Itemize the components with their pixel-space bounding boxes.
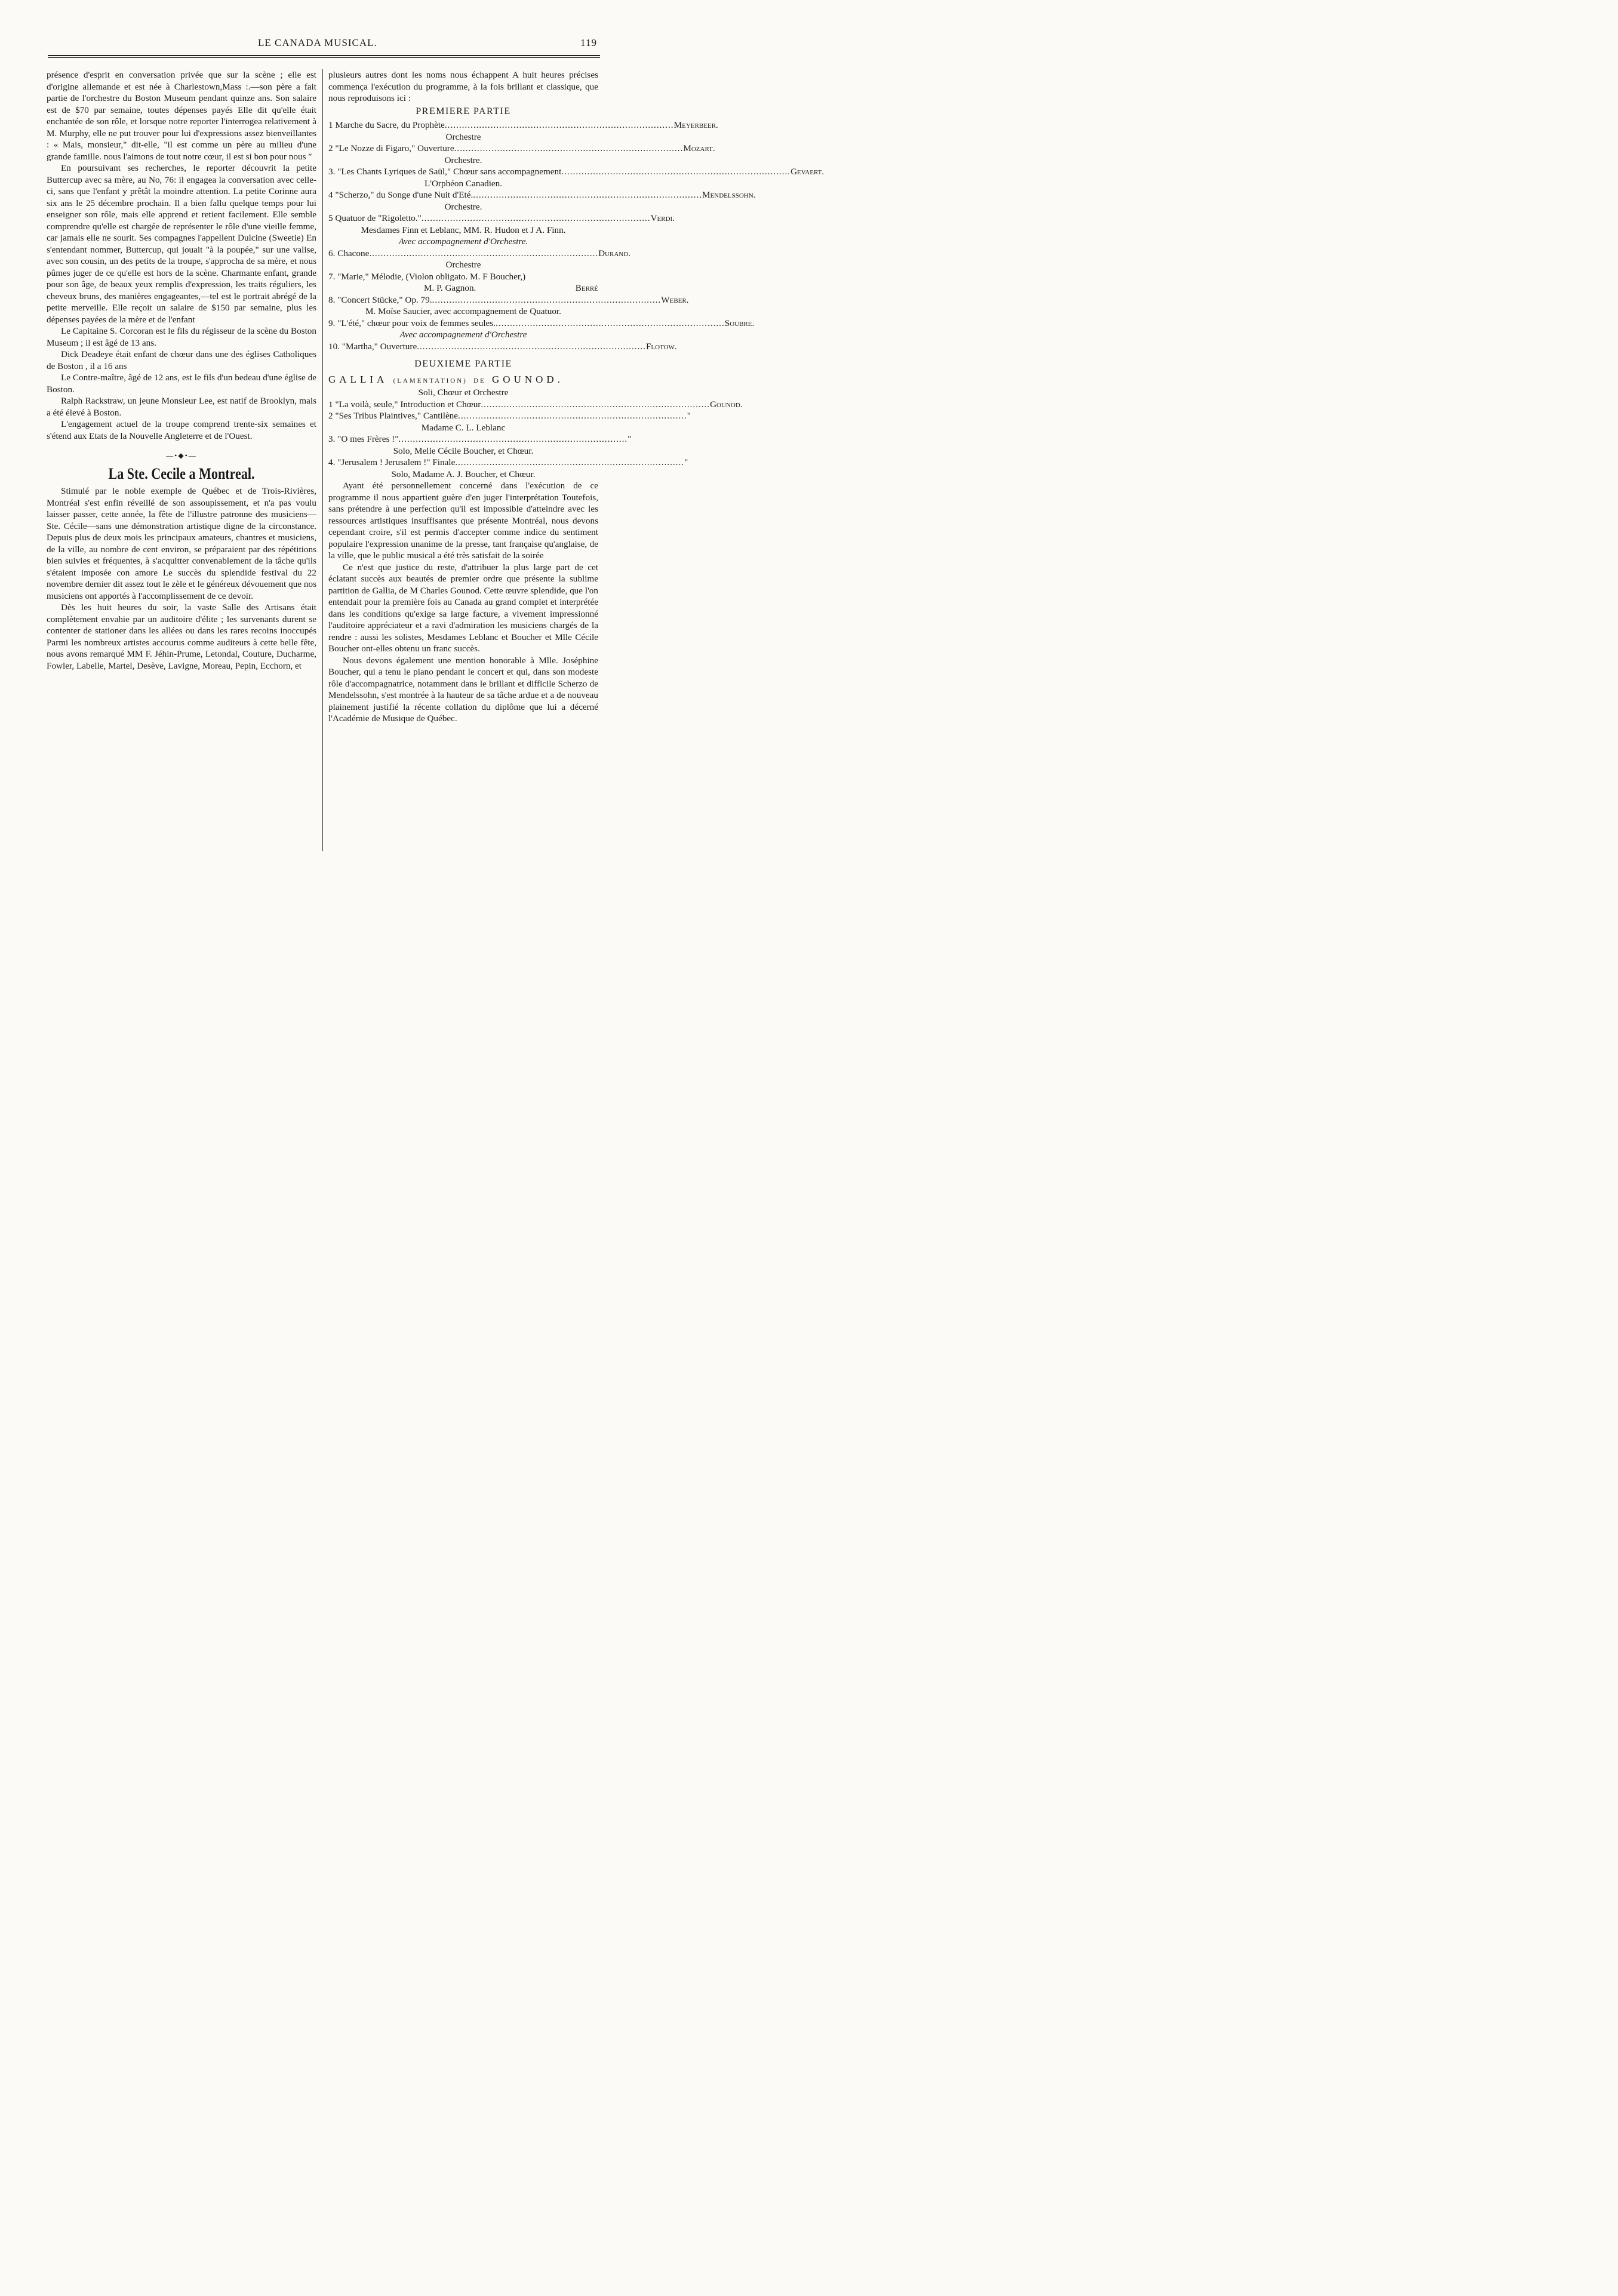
program-part-title: DEUXIEME PARTIE [414,359,512,369]
leader-dots: ................................................................................ [444,120,674,130]
program-item-composer: " [687,411,691,421]
program-item-title: 9. "L'été," chœur pour voix de femmes seules. [328,318,496,328]
program-item-title: 3. "Les Chants Lyriques de Saül," Chœur sans accompagnement [328,167,562,177]
program-sub-composer: Berré [575,283,598,293]
program-item [328,294,689,306]
program-item-composer: Flotow. [645,341,677,352]
program-sub: Mesdames Finn et Leblanc, MM. R. Hudon et J A. Finn. [361,224,566,235]
gallia-de: DE [473,377,486,384]
program-list [328,119,825,352]
program-sub: Madame C. L. Leblanc [421,422,506,433]
program-part-title: PREMIERE PARTIE [416,106,511,116]
page-header [48,37,597,50]
right-column [328,69,825,725]
program-list [328,399,743,481]
program-item-composer: Durand. [598,248,630,258]
program-item [328,433,632,445]
program-item-composer: Meyerbeer. [673,120,718,130]
leader-dots: ................................................................................ [454,143,684,153]
program-item [328,119,718,131]
program-sub: Solo, Madame A. J. Boucher, et Chœur. [391,469,536,479]
program-item [328,189,756,201]
program-sub: Soli, Chœur et Orchestre [418,387,509,398]
program-item-composer: Soubre. [724,318,755,328]
gallia-subtitle: (LAMENTATION) [393,377,467,384]
program-item-composer: " [684,457,688,467]
program-sub: Orchestre. [444,201,482,212]
publication-title: LE CANADA MUSICAL. [258,37,377,48]
gallia-composer: GOUNOD. [492,373,564,385]
program-item-composer: Gounod. [710,399,743,410]
leader-dots: ................................................................................ [455,457,685,467]
leader-dots: ................................................................................ [421,213,651,223]
program-item [328,341,677,353]
leader-dots: ................................................................................ [473,190,703,200]
paragraph: L'engagement actuel de la troupe comprend trente-six semaines et s'étend aux Etats de la Nouvelle Angleterre et de l'Ouest. [47,419,316,441]
program-item [328,166,825,178]
header-rule [48,55,600,56]
paragraph: présence d'esprit en conversation privée que sur la scène ; elle est d'origine allemande et est née à Charlestown,Mass :.—son père a fait partie de l'orchestre du Boston Museum pendant quinze ans. Son salaire est de $70 par semaine, toutes dépenses payés Elle dit qu'elle était enchantée de son rôle, et lorsque notre reporter l'interrogea relativement à M. Murphy, elle ne put trouver pour lui d'expressions assez bienveillantes : « Mais, monsieur," dit-elle, "il est comme un père au milieu d'une grande famille. nous l'aimons de tout notre cœur, il est si bon pour nous " [47,70,316,162]
program-item [328,457,688,469]
program-item-title: 2 "Ses Tribus Plaintives," Cantilène [328,411,459,421]
program-sub: Orchestre [445,260,481,270]
program-item-title: 1 Marche du Sacre, du Prophète [328,120,445,130]
leader-dots: ................................................................................ [496,318,725,328]
program-item [328,399,743,411]
paragraph: Ce n'est que justice du reste, d'attribuer la plus large part de cet éclatant succès aux beautés de premier ordre que présente la sublime partition de Gallia, de M Charles Gounod. Cette œuvre splendide, que l'on entendait pour la première fois au Canada au grand complet et interprétée dans les conditions qu'exige sa large facture, a vivement impressionné l'auditoire appréciateur et a ravi d'admiration les musiciens chargés de la rendre : aussi les solistes, Mesdames Leblanc et Boucher et Mlle Cécile Boucher ont-elles obtenu un franc succès. [328,562,598,654]
program-item [328,410,691,422]
program-sub: Orchestre [445,131,481,142]
program-item [328,318,755,330]
program-sub-text: M. P. Gagnon. [424,283,476,293]
column-divider [322,69,323,851]
program-item-title: 3. "O mes Frères !" [328,434,399,444]
leader-dots: ................................................................................ [369,248,599,258]
gallia-title: GALLIA [328,373,387,385]
paragraph: Dès les huit heures du soir, la vaste Salle des Artisans était complètement envahie par un auditoire d'élite ; les survenants durent se contenter de stationer dans les allées ou dans les rares recoins inoccupés Parmi les nombreux artistes accourus comme auditeurs à cette belle fête, nous avons remarqué MM F. Jéhin-Prume, Letondal, Couture, Ducharme, Fowler, Labelle, Martel, Desève, Lavigne, Moreau, Pepin, Ecchorn, et [47,602,316,671]
program-item [328,213,675,224]
program-item-composer: Mozart. [683,143,715,153]
header-rule-thin [48,57,600,58]
leader-dots: ................................................................................ [398,434,628,444]
gallia-heading [328,374,598,387]
program-sub: Avec accompagnement d'Orchestre. [398,236,528,247]
program-sub: Avec accompagnement d'Orchestre [399,330,527,340]
program-item-title: 6. Chacone [328,248,370,258]
leader-dots: ................................................................................ [417,341,646,352]
article-title: La Ste. Cecile a Montreal. [108,464,255,482]
program-item-title: 8. "Concert Stücke," Op. 79. [328,294,432,305]
program-item-title: 4. "Jerusalem ! Jerusalem !" Finale [328,457,456,467]
section-separator: —•◆•— [166,451,197,460]
paragraph: Le Contre-maître, âgé de 12 ans, est le fils d'un bedeau d'une église de Boston. [47,373,316,395]
leader-dots: ................................................................................ [458,411,687,421]
program-item [328,248,630,260]
paragraph: Le Capitaine S. Corcoran est le fils du régisseur de la scène du Boston Museum ; il est âgé de 13 ans. [47,326,316,348]
leader-dots: ................................................................................ [432,294,662,305]
program-item-title: 1 "La voilà, seule," Introduction et Chœur [328,399,481,410]
program-item [328,143,715,155]
paragraph: Ayant été personnellement concerné dans l'exécution de ce programme il nous appartient guère d'en juger l'interprétation Toutefois, sans prétendre à une perfection qu'il est impossible d'atteindre avec les ressources artistiques insuffisantes que présente Montréal, nous devons cependant croire, s'il est permis d'accepter comme indice du sentiment populaire l'expression unanime de la presse, tant française qu'anglaise, de la ville, que le public musical a été très satisfait de la soirée [328,481,598,561]
program-sub: Solo, Melle Cécile Boucher, et Chœur. [393,445,534,456]
program-item-composer: " [627,434,632,444]
page-number: 119 [580,37,597,48]
paragraph: plusieurs autres dont les noms nous échappent A huit heures précises commença l'exécution du programme, à la fois brillant et classique, que nous reproduisons ici : [328,70,598,103]
program-item-composer: Mendelssohn. [702,190,756,200]
newspaper-page [0,0,825,944]
program-item-title: 4 "Scherzo," du Songe d'une Nuit d'Eté. [328,190,473,200]
program-item-title: 2 "Le Nozze di Figaro," Ouverture [328,143,454,153]
leader-dots: ................................................................................ [481,399,710,410]
program-item [328,271,598,283]
left-column [47,69,316,672]
paragraph: En poursuivant ses recherches, le reporter découvrit la petite Buttercup avec sa mère, au No, 76: il engagea la conversation avec celle-ci, sans que l'enfant y prêtât la moindre attention. La petite Corinne aura six ans le 25 décembre prochain. Il a bien fallu quelque temps pour lui enseigner son rôle, mais elle apprend et retient facilement. Elle semble comprendre qu'elle est chargée de représenter le rôle d'une vieille femme, car jamais elle ne sourit. Ses compagnes l'appellent Dulcine (Sweetie) En s'entendant nommer, Buttercup, qui jouait "à la poupée," sur une valise, avec son cousin, un des petits de la troupe, s'approcha de sa mère, et nous pûmes juger de ce qu'elle est hors de la scène. Charmante enfant, grande pour son âge, de beaux yeux remplis d'expression, les traits réguliers, les cheveux bruns, des manières engageantes,—tel est le portrait abrégé de la petite merveille. Elle reçoit un salaire de $150 par semaine, plus les dépenses payées de la mère et de l'enfant [47,163,316,325]
program-sub: M. Moïse Saucier, avec accompagnement de Quatuor. [365,306,561,316]
program-sub: L'Orphéon Canadien. [424,178,503,189]
program-item-composer: Weber. [661,294,689,305]
program-item-title: 10. "Martha," Ouverture [328,341,417,352]
paragraph: Nous devons également une mention honorable à Mlle. Joséphine Boucher, qui a tenu le piano pendant le concert et qui, dans son modeste rôle d'accompagnatrice, notamment dans le brillant et difficile Scherzo de Mendelssohn, s'est montrée à la hauteur de sa tâche ardue et a de nouveau plainement justifié la récente collation du diplôme que lui a décerné l'Académie de Musique de Québec. [328,655,598,724]
program-item-title: 5 Quatuor de "Rigoletto." [328,213,422,223]
program-sub: Orchestre. [444,155,482,165]
program-item-title: 7. "Marie," Mélodie, (Violon obligato. M. F Boucher,) [328,271,526,282]
leader-dots: ................................................................................ [561,167,791,177]
program-item-composer: Verdi. [650,213,675,223]
program-sub [328,282,598,294]
paragraph: Ralph Rackstraw, un jeune Monsieur Lee, est natif de Brooklyn, mais a été élevé à Boston. [47,396,316,418]
paragraph: Stimulé par le noble exemple de Québec et de Trois-Rivières, Montréal s'est enfin réveillé de son assoupissement, et n'a pas voulu laisser passer, cette année, la fête de l'illustre patronne des musiciens—Ste. Cécile—sans une démonstration artistique digne de la circonstance. Depuis plus de deux mois les principaux amateurs, chantres et musiciens, de la ville, au nombre de cent environ, se préparaient par des répétitions bien suivies et fréquentes, à s'acquitter convenablement de la tâche qu'ils s'étaient imposée con amore Le succès du splendide festival du 22 novembre dernier dit assez tout le zèle et le généreux dévouement que nos musiciens ont apportés à l'accomplissement de ce devoir. [47,486,316,601]
paragraph: Dick Deadeye était enfant de chœur dans une des églises Catholiques de Boston , il a 16 ans [47,349,316,371]
program-item-composer: Gevaert. [790,167,825,177]
